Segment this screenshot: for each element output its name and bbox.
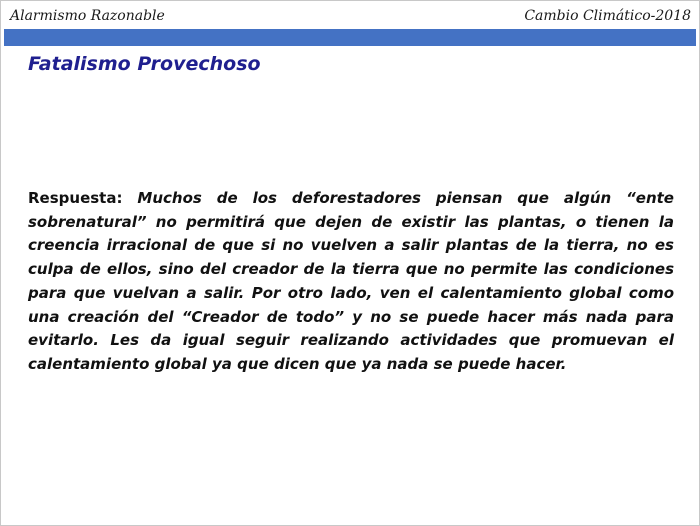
header-accent-band xyxy=(4,29,696,46)
answer-paragraph xyxy=(28,187,674,377)
header-course-title: Alarmismo Razonable xyxy=(10,8,165,24)
slide-title: Fatalismo Provechoso xyxy=(28,53,261,75)
slide-header xyxy=(1,1,699,29)
answer-label: Respuesta: xyxy=(28,189,123,207)
answer-text: Muchos de los deforestadores piensan que algún “ente sobrenatural” no permitirá que dejen de existir las plantas, o tienen la creencia irracional de que si no vuelven a salir plantas de la tierra, no es culpa de ellos, sino del creador de la tierra que no permite las condiciones para que vuelvan a salir. Por otro lado, ven el calentamiento global como una creación del “Creador de todo” y no se puede hacer más nada para evitarlo. Les da igual seguir realizando actividades que promuevan el calentamiento global ya que dicen que ya nada se puede hacer. xyxy=(28,189,674,373)
header-course-subtitle: Cambio Climático-2018 xyxy=(524,8,691,24)
